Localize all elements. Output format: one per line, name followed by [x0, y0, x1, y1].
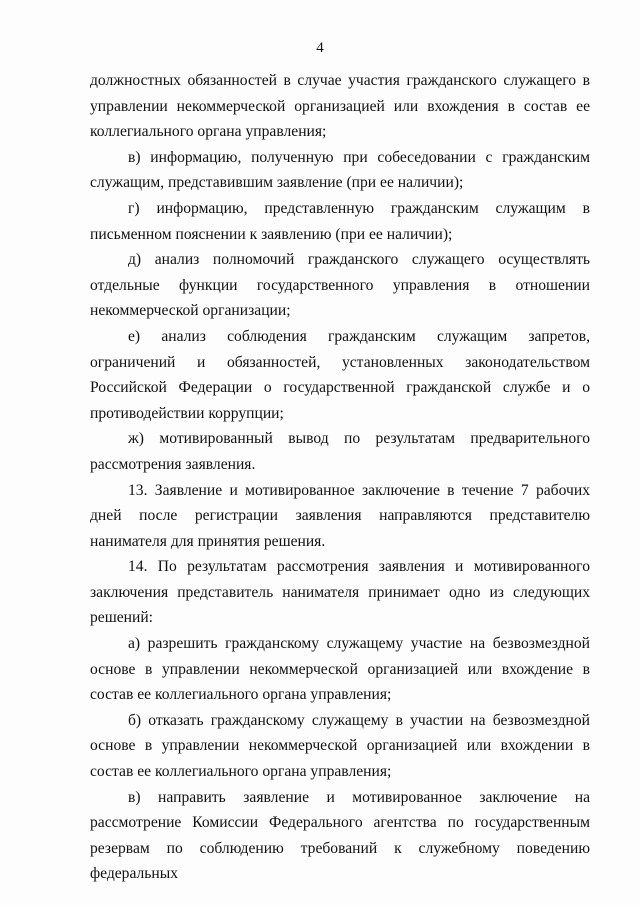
paragraph-item-v: в) информацию, полученную при собеседовании с гражданским служащим, представившим заявление (при ее наличии); [90, 148, 590, 192]
paragraph-item-e: е) анализ соблюдения гражданским служащим запретов, ограничений и обязанностей, установленных законодательством Российской Федерации о государственной гражданской службе и о противодействии коррупции; [90, 327, 590, 422]
paragraph-continuation: должностных обязанностей в случае участия гражданского служащего в управлении некоммерческой организацией или вхождения в состав ее коллегиального органа управления; [90, 72, 590, 141]
paragraph-item-a: а) разрешить гражданскому служащему участие на безвозмездной основе в управлении некоммерческой организацией или вхождение в состав ее коллегиального органа управления; [90, 635, 590, 704]
paragraph-item-v-2: в) направить заявление и мотивированное заключение на рассмотрение Комиссии Федерального агентства по государственным резервам по соблюдению требований к служебному поведению федеральных [90, 788, 590, 883]
paragraph-14: 14. По результатам рассмотрения заявления и мотивированного заключения представитель нанимателя принимает одно из следующих решений: [90, 558, 590, 627]
paragraph-item-b: б) отказать гражданскому служащему в участии на безвозмездной основе в управлении некоммерческой организацией или вхождении в состав ее коллегиального органа управления; [90, 711, 590, 781]
paragraph-item-zh: ж) мотивированный вывод по результатам предварительного рассмотрения заявления. [90, 430, 590, 473]
document-body [90, 68, 590, 887]
paragraph-13: 13. Заявление и мотивированное заключение в течение 7 рабочих дней после регистрации заявления направляются представителю нанимателя для принятия решения. [90, 481, 590, 550]
paragraph-item-g: г) информацию, представленную гражданским служащим в письменном пояснении к заявлению (при ее наличии); [90, 199, 590, 243]
paragraph-item-d: д) анализ полномочий гражданского служащего осуществлять отдельные функции государственного управления в отношении некоммерческой организации; [90, 251, 590, 320]
page-number: 4 [316, 40, 324, 56]
